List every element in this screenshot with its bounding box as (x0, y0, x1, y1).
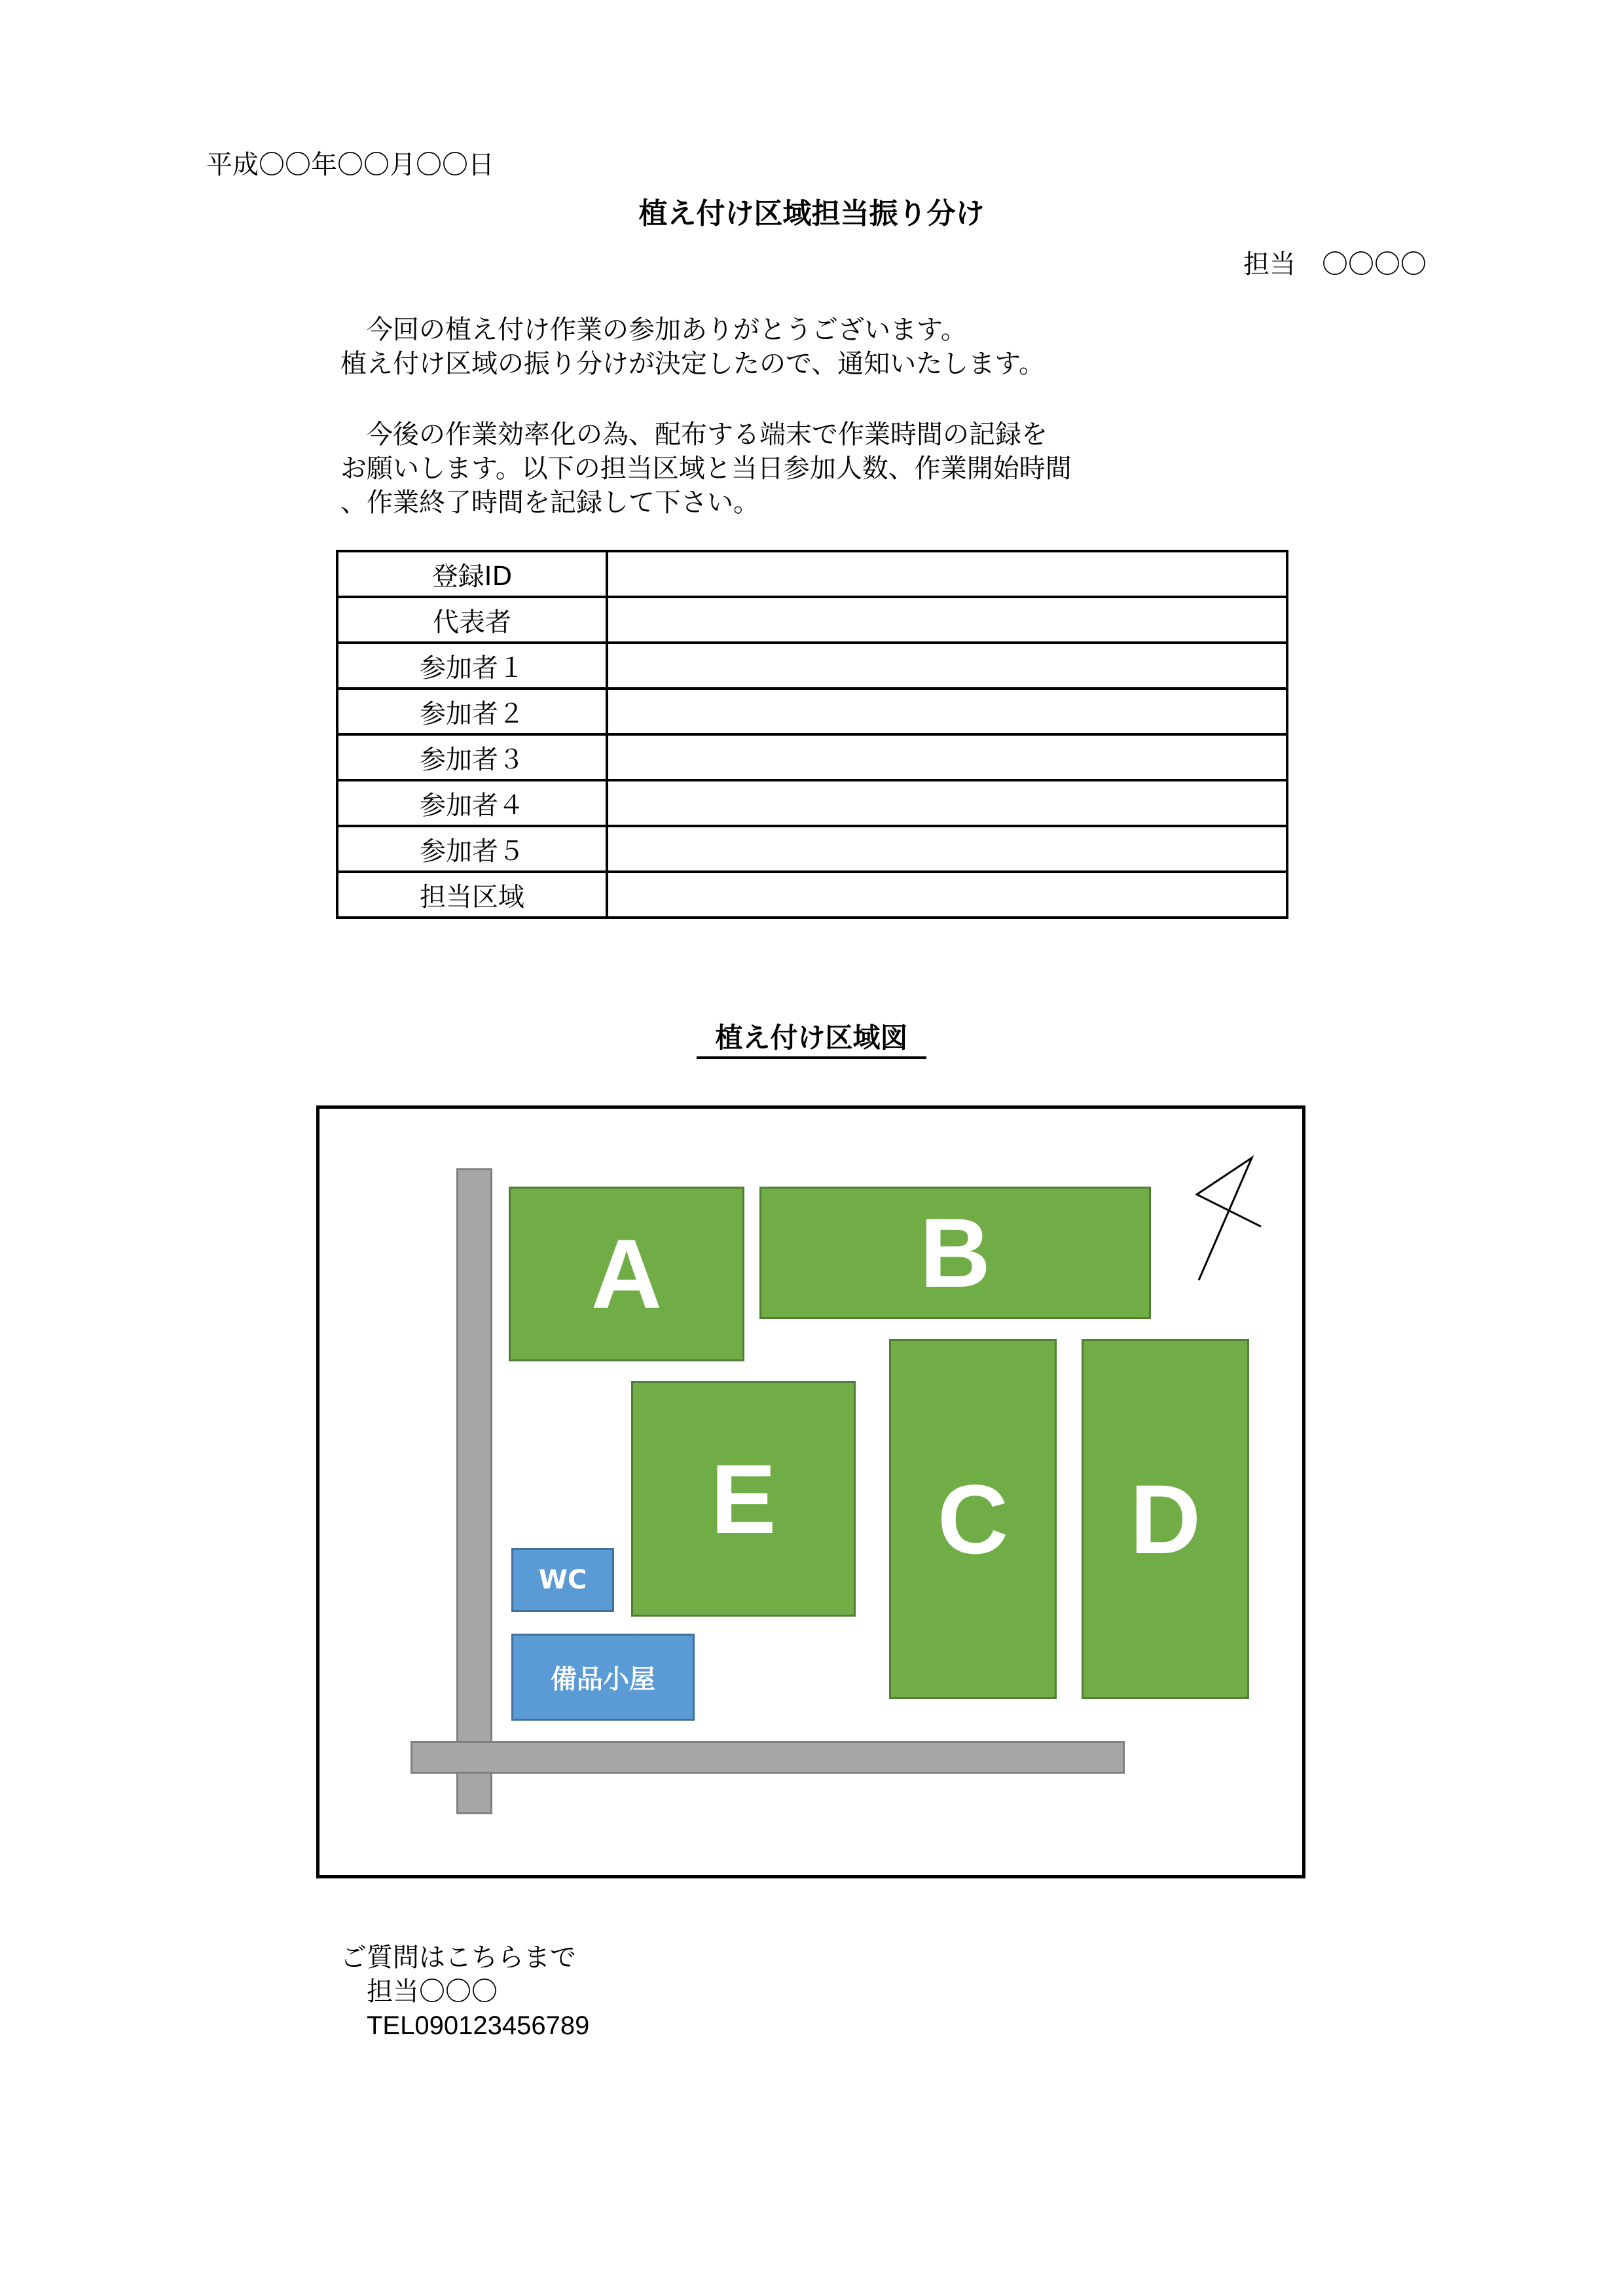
form-value-cell[interactable] (607, 780, 1287, 826)
form-value-cell[interactable] (607, 826, 1287, 872)
zone-e: E (631, 1381, 856, 1617)
contact-person: 担当〇〇〇 (340, 1977, 498, 2007)
map-title (0, 1021, 1623, 1059)
intro-line: 今後の作業効率化の為、配布する端末で作業時間の記録を (340, 420, 1048, 450)
form-value-cell[interactable] (607, 551, 1287, 597)
form-row (337, 734, 1287, 780)
form-label: 参加者５ (337, 826, 607, 872)
contact-tel: TEL090123456789 (340, 2011, 590, 2040)
intro-line: お願いします。以下の担当区域と当日参加人数、作業開始時間 (340, 454, 1072, 484)
zone-d: D (1082, 1339, 1249, 1699)
contact-heading: ご質問はこちらまで (340, 1943, 576, 1973)
intro-line: 植え付け区域の振り分けが決定したので、通知いたします。 (340, 349, 1045, 379)
form-row (337, 872, 1287, 918)
zone-a: A (509, 1187, 744, 1361)
form-label: 担当区域 (337, 872, 607, 918)
wc-building: WC (511, 1548, 614, 1612)
equipment-shed: 備品小屋 (511, 1634, 695, 1721)
intro-paragraph-1 (340, 313, 1045, 381)
form-label: 登録ID (337, 551, 607, 597)
form-row (337, 643, 1287, 689)
form-value-cell[interactable] (607, 689, 1287, 734)
date: 平成〇〇年〇〇月〇〇日 (206, 150, 494, 180)
zone-b: B (759, 1187, 1151, 1319)
intro-line: 今回の植え付け作業の参加ありがとうございます。 (340, 315, 967, 345)
form-value-cell[interactable] (607, 872, 1287, 918)
form-value-cell[interactable] (607, 597, 1287, 643)
form-label: 参加者２ (337, 689, 607, 734)
map-title-text: 植え付け区域図 (697, 1021, 926, 1059)
zone-c: C (889, 1339, 1057, 1699)
contact-info (340, 1941, 589, 2043)
form-label: 代表者 (337, 597, 607, 643)
form-label: 参加者４ (337, 780, 607, 826)
intro-paragraph-2 (340, 418, 1072, 520)
intro-line: 、作業終了時間を記録して下さい。 (340, 488, 759, 518)
form-row (337, 826, 1287, 872)
registration-form (336, 550, 1288, 919)
road-vertical (456, 1168, 492, 1814)
form-row (337, 551, 1287, 597)
form-label: 参加者１ (337, 643, 607, 689)
form-value-cell[interactable] (607, 734, 1287, 780)
form-row (337, 780, 1287, 826)
road-horizontal (410, 1741, 1125, 1774)
form-value-cell[interactable] (607, 643, 1287, 689)
form-label: 参加者３ (337, 734, 607, 780)
form-row (337, 689, 1287, 734)
north-arrow-icon (1192, 1152, 1270, 1289)
person-in-charge: 担当 〇〇〇〇 (1243, 249, 1427, 279)
form-row (337, 597, 1287, 643)
page-title: 植え付け区域担当振り分け (638, 197, 985, 230)
